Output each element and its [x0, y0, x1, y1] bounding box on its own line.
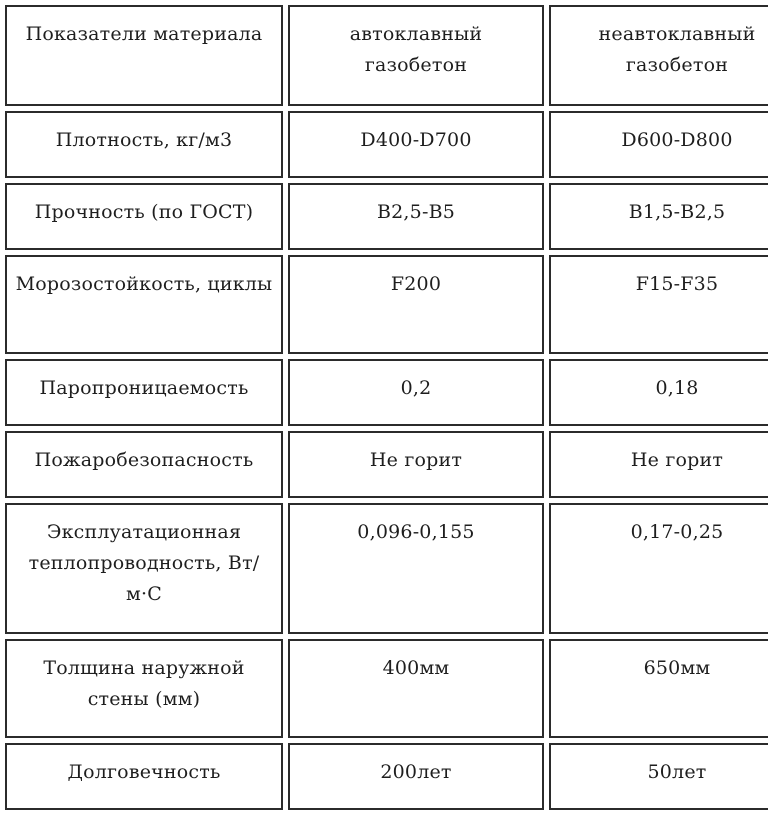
- table-row: [5, 359, 768, 426]
- row-label: Эксплуатационная теплопроводность, Вт/м·С: [5, 503, 283, 634]
- cell-autoclave: 0,2: [288, 359, 544, 426]
- cell-autoclave: 400мм: [288, 639, 544, 738]
- cell-non-autoclave: 0,17-0,25: [549, 503, 768, 634]
- cell-non-autoclave: D600-D800: [549, 111, 768, 178]
- table-row: [5, 639, 768, 738]
- row-label: Плотность, кг/м3: [5, 111, 283, 178]
- row-label: Долговечность: [5, 743, 283, 810]
- cell-autoclave: B2,5-B5: [288, 183, 544, 250]
- table-row: [5, 431, 768, 498]
- cell-non-autoclave: 0,18: [549, 359, 768, 426]
- header-row: [5, 5, 768, 106]
- table-row: [5, 255, 768, 354]
- table-row: [5, 743, 768, 810]
- header-cell-non-autoclave: неавтоклавный газобетон: [549, 5, 768, 106]
- table-row: [5, 503, 768, 634]
- cell-autoclave: 0,096-0,155: [288, 503, 544, 634]
- table-row: [5, 183, 768, 250]
- row-label: Прочность (по ГОСТ): [5, 183, 283, 250]
- row-label: Пожаробезопасность: [5, 431, 283, 498]
- cell-non-autoclave: B1,5-B2,5: [549, 183, 768, 250]
- cell-non-autoclave: 50лет: [549, 743, 768, 810]
- cell-autoclave: Не горит: [288, 431, 544, 498]
- cell-non-autoclave: 650мм: [549, 639, 768, 738]
- cell-non-autoclave: F15-F35: [549, 255, 768, 354]
- cell-autoclave: F200: [288, 255, 544, 354]
- header-cell-parameter: Показатели материала: [5, 5, 283, 106]
- cell-non-autoclave: Не горит: [549, 431, 768, 498]
- table-row: [5, 111, 768, 178]
- row-label: Морозостойкость, циклы: [5, 255, 283, 354]
- cell-autoclave: 200лет: [288, 743, 544, 810]
- row-label: Толщина наружной стены (мм): [5, 639, 283, 738]
- header-cell-autoclave: автоклавный газобетон: [288, 5, 544, 106]
- row-label: Паропроницаемость: [5, 359, 283, 426]
- cell-autoclave: D400-D700: [288, 111, 544, 178]
